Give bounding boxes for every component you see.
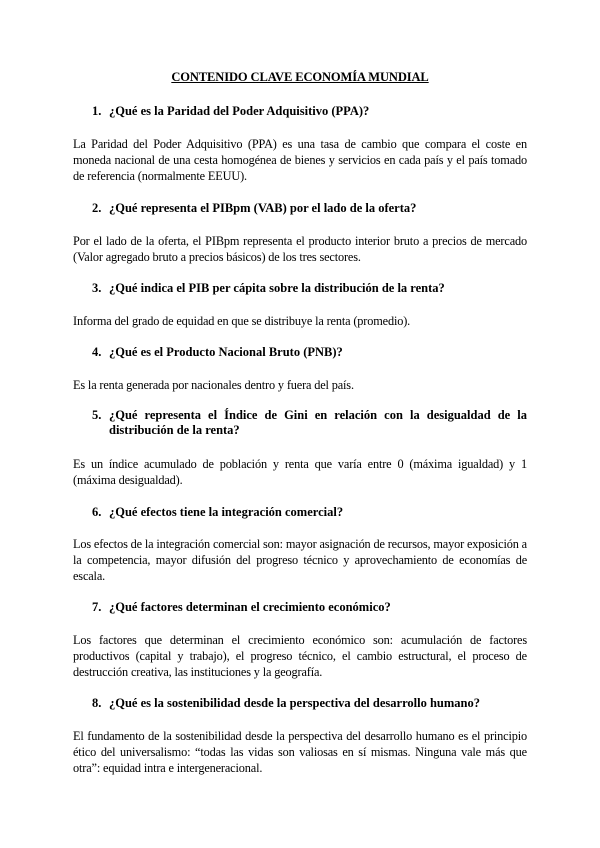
question-text: ¿Qué indica el PIB per cápita sobre la distribución de la renta? [109,281,445,295]
question-text: ¿Qué factores determinan el crecimiento económico? [109,600,391,614]
answer-3: Informa del grado de equidad en que se distribuye la renta (promedio). [73,314,411,328]
question-3 [92,281,527,296]
answer-2: Por el lado de la oferta, el PIBpm representa el producto interior bruto a precios de mercado (Valor agregado bruto a precios básicos) de los tres sectores. [73,234,527,264]
question-text: ¿Qué es el Producto Nacional Bruto (PNB)? [109,345,343,359]
question-number: 7. [92,600,102,614]
question-text: ¿Qué representa el Índice de Gini en relación con la desigualdad de la distribución de la renta? [109,408,527,437]
document-title: CONTENIDO CLAVE ECONOMÍA MUNDIAL [171,70,429,84]
question-4 [92,345,527,360]
question-number: 4. [92,345,102,359]
answer-6: Los efectos de la integración comercial son: mayor asignación de recursos, mayor exposición a la competencia, mayor difusión del progreso técnico y aprovechamiento de economías de escala. [73,537,527,583]
answer-8: El fundamento de la sostenibilidad desde la perspectiva del desarrollo humano es el principio ético del universalismo: “todas las vidas son valiosas en sí mismas. Ninguna vale más que otra”: equidad intra e intergeneracional. [73,729,527,775]
answer-7: Los factores que determinan el crecimiento económico son: acumulación de factores productivos (capital y trabajo), el progreso técnico, el cambio estructural, el proceso de destrucción creativa, las instituciones y la geografía. [73,633,527,679]
question-text: ¿Qué es la sostenibilidad desde la perspectiva del desarrollo humano? [109,696,480,710]
question-8 [92,696,527,711]
question-number: 1. [92,104,102,118]
answer-4: Es la renta generada por nacionales dentro y fuera del país. [73,378,354,392]
question-number: 6. [92,505,102,519]
answer-5: Es un índice acumulado de población y renta que varía entre 0 (máxima igualdad) y 1 (máxima desigualdad). [73,457,527,487]
question-5 [92,408,527,438]
question-1 [92,104,527,119]
question-text: ¿Qué es la Paridad del Poder Adquisitivo (PPA)? [109,104,370,118]
question-2 [92,201,527,216]
answer-1: La Paridad del Poder Adquisitivo (PPA) es una tasa de cambio que compara el coste en moneda nacional de una cesta homogénea de bienes y servicios en cada país y el país tomado de referencia (normalmente EEUU). [73,137,527,183]
question-6 [92,505,527,520]
question-number: 8. [92,696,102,710]
question-text: ¿Qué representa el PIBpm (VAB) por el lado de la oferta? [109,201,417,215]
question-text: ¿Qué efectos tiene la integración comercial? [109,505,344,519]
question-number: 2. [92,201,102,215]
question-number: 5. [92,408,102,422]
question-7 [92,600,527,615]
question-number: 3. [92,281,102,295]
